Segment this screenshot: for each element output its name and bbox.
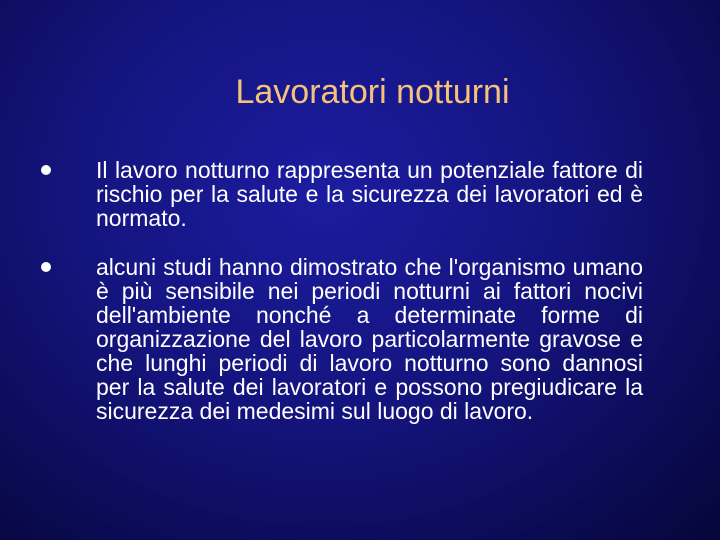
bullet-dot-icon bbox=[41, 262, 51, 272]
bullet-item bbox=[96, 255, 643, 423]
bullet-text: alcuni studi hanno dimostrato che l'organismo umano è più sensibile nei periodi notturni ai fattori nocivi dell'ambiente nonché a determinate forme di organizzazione del lavoro particolarmente gravose e che lunghi periodi di lavoro notturno sono dannosi per la salute dei lavoratori e possono pregiudicare la sicurezza dei medesimi sul luogo di lavoro. bbox=[96, 254, 643, 424]
bullet-text: Il lavoro notturno rappresenta un potenziale fattore di rischio per la salute e la sicurezza dei lavoratori ed è normato. bbox=[96, 157, 643, 231]
slide-title: Lavoratori notturni bbox=[235, 73, 510, 111]
bullet-item bbox=[96, 158, 643, 230]
bullet-dot-icon bbox=[41, 165, 51, 175]
